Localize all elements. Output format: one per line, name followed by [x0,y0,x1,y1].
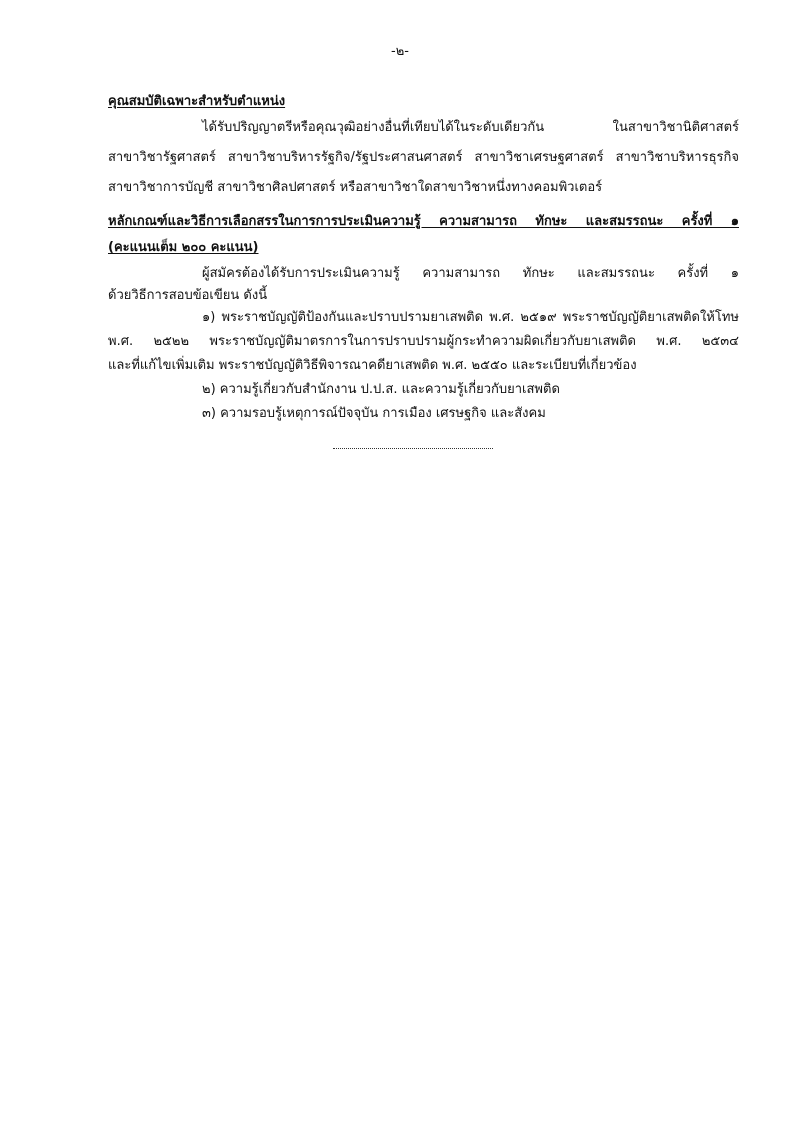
qualifications-line-3: สาขาวิชาการบัญชี สาขาวิชาศิลปศาสตร์ หรือสาขาวิชาใดสาขาวิชาหนึ่งทางคอมพิวเตอร์ [108,180,603,195]
criteria-heading-line-2: (คะแนนเต็ม ๒๐๐ คะแนน) [108,240,259,255]
qualifications-line-2: สาขาวิชารัฐศาสตร์ สาขาวิชาบริหารรัฐกิจ/รัฐประศาสนศาสตร์ สาขาวิชาเศรษฐศาสตร์ สาขาวิชาบริหารธุรกิจ [108,150,739,165]
item-1-line-2: พ.ศ. ๒๕๒๒ พระราชบัญญัติมาตรการในการปราบปรามผู้กระทำความผิดเกี่ยวกับยาเสพติด พ.ศ. ๒๕๓๔ [108,334,739,349]
criteria-intro-line-2: ด้วยวิธีการสอบข้อเขียน ดังนี้ [108,288,268,303]
criteria-heading-line-1: หลักเกณฑ์และวิธีการเลือกสรรในการการประเมินความรู้ ความสามารถ ทักษะ และสมรรถนะ ครั้งที่ ๑ [108,214,739,229]
qualifications-line-1: ได้รับปริญญาตรีหรือคุณวุฒิอย่างอื่นที่เทียบได้ในระดับเดียวกัน ในสาขาวิชานิติศาสตร์ [202,120,739,135]
criteria-intro-line-1: ผู้สมัครต้องได้รับการประเมินความรู้ ความสามารถ ทักษะ และสมรรถนะ ครั้งที่ ๑ [202,266,739,281]
item-2: ๒) ความรู้เกี่ยวกับสำนักงาน ป.ป.ส. และความรู้เกี่ยวกับยาเสพติด [202,382,560,397]
item-3: ๓) ความรอบรู้เหตุการณ์ปัจจุบัน การเมือง เศรษฐกิจ และสังคม [202,406,546,421]
page-number: -๒- [391,44,409,59]
item-1-line-3: และที่แก้ไขเพิ่มเติม พระราชบัญญัติวิธีพิจารณาคดียาเสพติด พ.ศ. ๒๕๕๐ และระเบียบที่เกี่ยวข้อง [108,358,637,373]
item-1-line-1: ๑) พระราชบัญญัติป้องกันและปราบปรามยาเสพติด พ.ศ. ๒๕๑๙ พระราชบัญญัติยาเสพติดให้โทษ [202,310,739,325]
qualifications-heading: คุณสมบัติเฉพาะสำหรับตำแหน่ง [108,94,286,109]
end-dotted-line [333,448,493,449]
